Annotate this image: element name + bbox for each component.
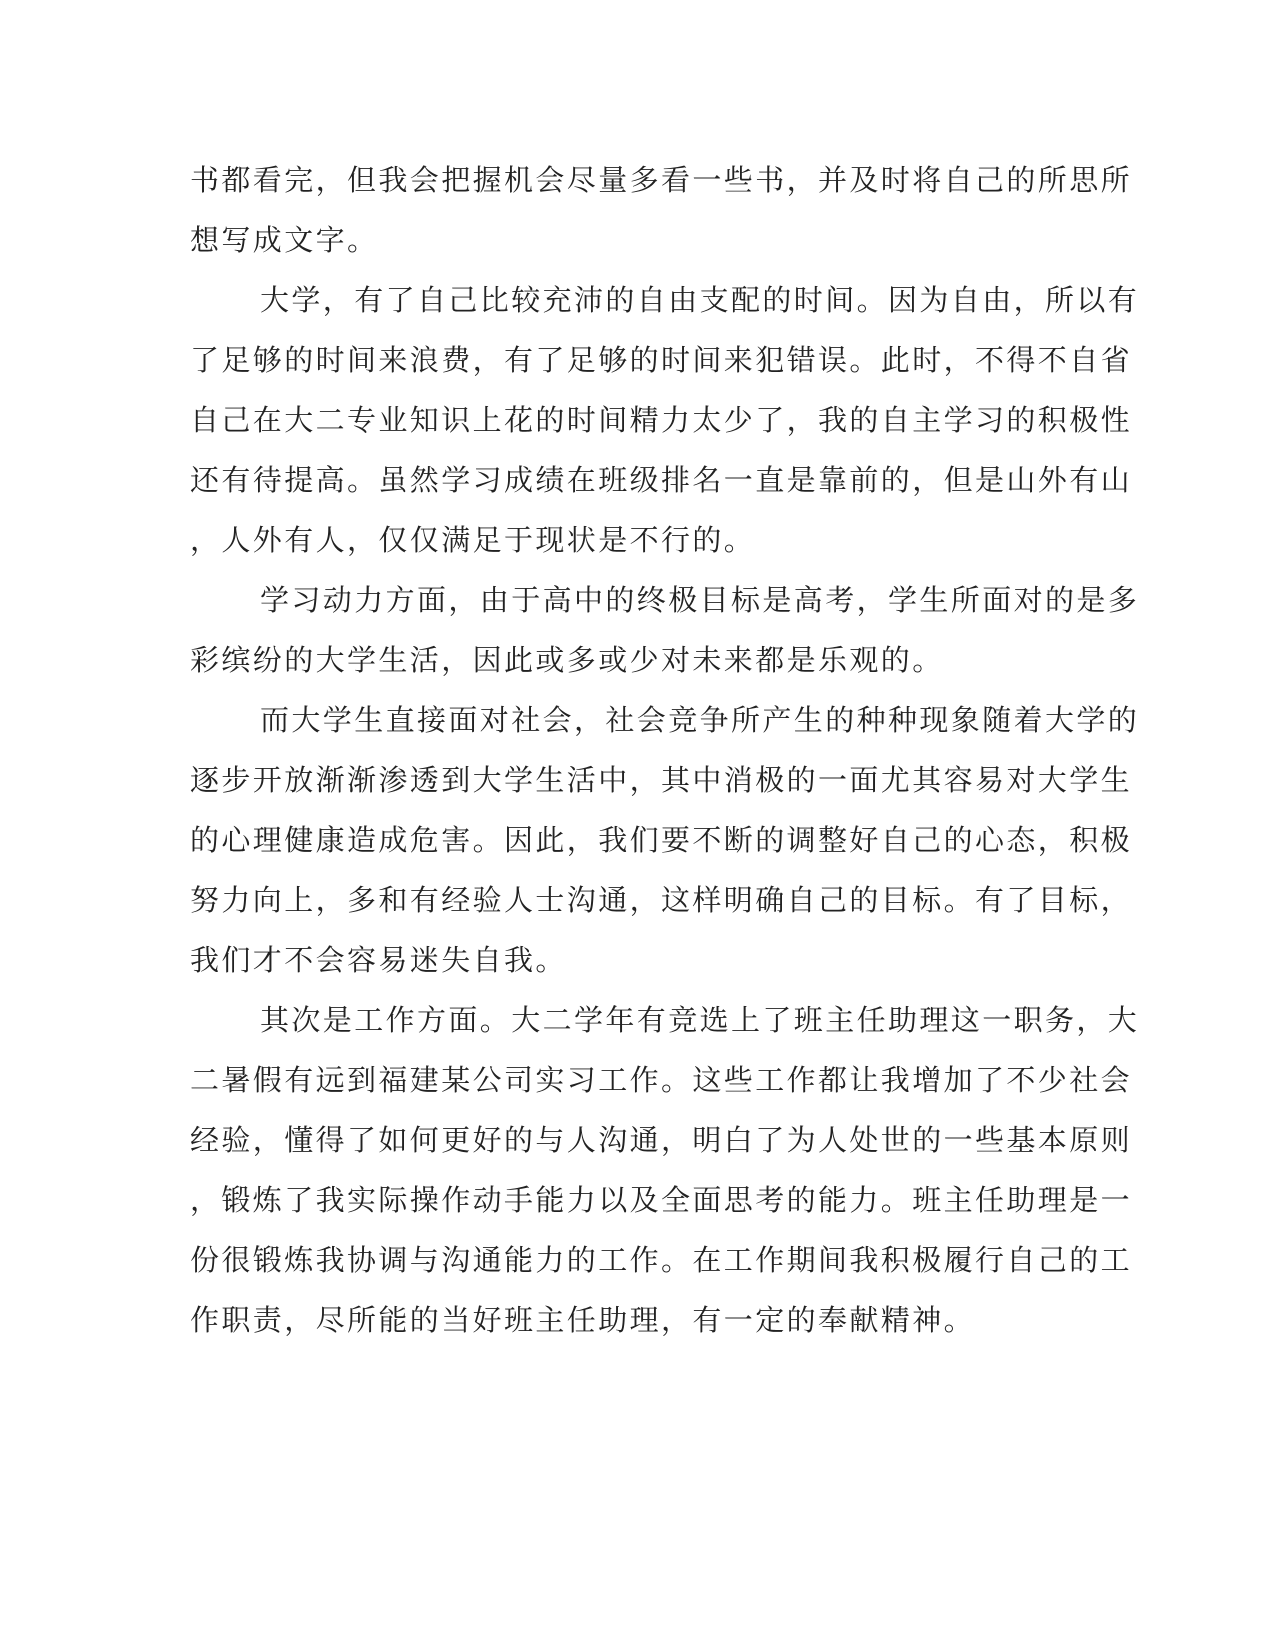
text-line: 份很锻炼我协调与沟通能力的工作。在工作期间我积极履行自己的工 [190,1243,1133,1277]
paragraph-start-line: 大学，有了自己比较充沛的自由支配的时间。因为自由，所以有 [260,283,1140,317]
text-line: 想写成文字。 [190,223,379,257]
text-line: 逐步开放渐渐渗透到大学生活中，其中消极的一面尤其容易对大学生 [190,763,1133,797]
text-line: 努力向上，多和有经验人士沟通，这样明确自己的目标。有了目标， [190,883,1133,917]
text-line: ，锻炼了我实际操作动手能力以及全面思考的能力。班主任助理是一 [190,1183,1133,1217]
text-line: ，人外有人，仅仅满足于现状是不行的。 [190,523,756,557]
paragraph-start-line: 其次是工作方面。大二学年有竞选上了班主任助理这一职务，大 [260,1003,1140,1037]
text-line: 的心理健康造成危害。因此，我们要不断的调整好自己的心态，积极 [190,823,1133,857]
text-line: 了足够的时间来浪费，有了足够的时间来犯错误。此时，不得不自省 [190,343,1133,377]
text-line: 作职责，尽所能的当好班主任助理，有一定的奉献精神。 [190,1303,976,1337]
text-line: 书都看完，但我会把握机会尽量多看一些书，并及时将自己的所思所 [190,163,1133,197]
text-line: 自己在大二专业知识上花的时间精力太少了，我的自主学习的积极性 [190,403,1133,437]
text-line: 还有待提高。虽然学习成绩在班级排名一直是靠前的，但是山外有山 [190,463,1133,497]
document-body [190,150,1140,1350]
text-line: 二暑假有远到福建某公司实习工作。这些工作都让我增加了不少社会 [190,1063,1133,1097]
text-line: 彩缤纷的大学生活，因此或多或少对未来都是乐观的。 [190,643,944,677]
paragraph-start-line: 学习动力方面，由于高中的终极目标是高考，学生所面对的是多 [260,583,1140,617]
text-line: 我们才不会容易迷失自我。 [190,943,567,977]
paragraph-start-line: 而大学生直接面对社会，社会竞争所产生的种种现象随着大学的 [260,703,1140,737]
text-line: 经验，懂得了如何更好的与人沟通，明白了为人处世的一些基本原则 [190,1123,1133,1157]
